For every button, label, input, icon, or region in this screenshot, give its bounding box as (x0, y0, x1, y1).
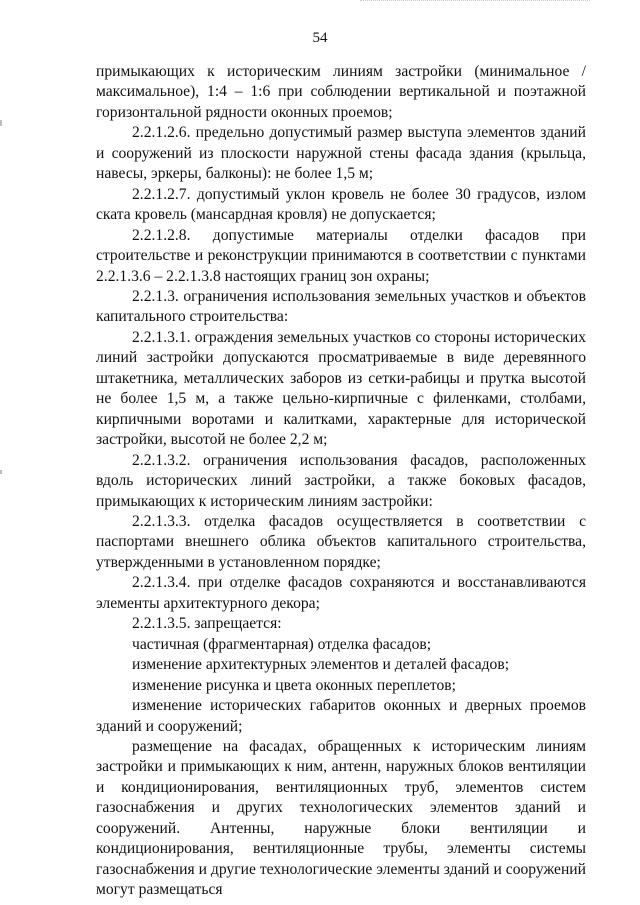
paragraph: изменение архитектурных элементов и деталей фасадов; (132, 656, 510, 674)
paragraph: 2.2.1.3. ограничения использования земельных участков и объектов капитального строительства: (96, 287, 586, 326)
paragraph: 2.2.1.3.2. ограничения использования фасадов, расположенных вдоль исторических линий застройки, а также боковых фасадов, примыкающих к историческим линиям застройки: (96, 451, 586, 510)
scan-edge-mark (0, 470, 2, 474)
document-body (96, 62, 586, 901)
paragraph: 2.2.1.2.6. предельно допустимый размер выступа элементов зданий и сооружений из плоскости наружной стены фасада здания (крыльца, навесы, эркеры, балконы): не более 1,5 м; (96, 124, 586, 183)
scan-top-rule (360, 0, 590, 2)
paragraph: размещение на фасадах, обращенных к историческим линиям застройки и примыкающих к ним, антенн, наружных блоков вентиляции и кондиционирования, вентиляционных труб, элементов систем газоснабжения и других технологических элементов зданий и сооружений. Антенны, наружные блоки вентиляции и кондиционирования, вентиляционные трубы, элементы системы газоснабжения и другие технологические элементы зданий и сооружений могут размещаться (96, 737, 586, 899)
paragraph: 2.2.1.2.8. допустимые материалы отделки фасадов при строительстве и реконструкции принимаются в соответствии с пунктами 2.2.1.3.6 – 2.2.1.3.8 настоящих границ зон охраны; (96, 226, 586, 285)
paragraph: 2.2.1.3.3. отделка фасадов осуществляется в соответствии с паспортами внешнего облика объектов капитального строительства, утвержденными в установленном порядке; (96, 512, 586, 571)
scan-edge-mark (0, 120, 2, 126)
paragraph: изменение рисунка и цвета оконных переплетов; (132, 676, 456, 694)
paragraph: 2.2.1.3.1. ограждения земельных участков со стороны исторических линий застройки допускаются просматриваемые в виде деревянного штакетника, металлических заборов из сетки-рабицы и прутка высотой не более 1,5 м, а также цельно-кирпичные с филенками, столбами, кирпичными воротами и калитками, характерные для исторической застройки, высотой не более 2,2 м; (96, 328, 586, 449)
paragraph: 2.2.1.3.5. запрещается: (132, 615, 282, 633)
page-number: 54 (312, 30, 328, 46)
paragraph: изменение исторических габаритов оконных и дверных проемов зданий и сооружений; (96, 697, 586, 735)
paragraph: 2.2.1.2.7. допустимый уклон кровель не более 30 градусов, излом ската кровель (мансардная кровля) не допускается; (96, 185, 586, 224)
paragraph: частичная (фрагментарная) отделка фасадов; (132, 635, 432, 653)
paragraph: примыкающих к историческим линиям застройки (минимальное / максимальное), 1:4 – 1:6 при соблюдении вертикальной и поэтажной горизонтальной рядности оконных проемов; (96, 63, 586, 121)
paragraph: 2.2.1.3.4. при отделке фасадов сохраняются и восстанавливаются элементы архитектурного декора; (96, 574, 586, 612)
